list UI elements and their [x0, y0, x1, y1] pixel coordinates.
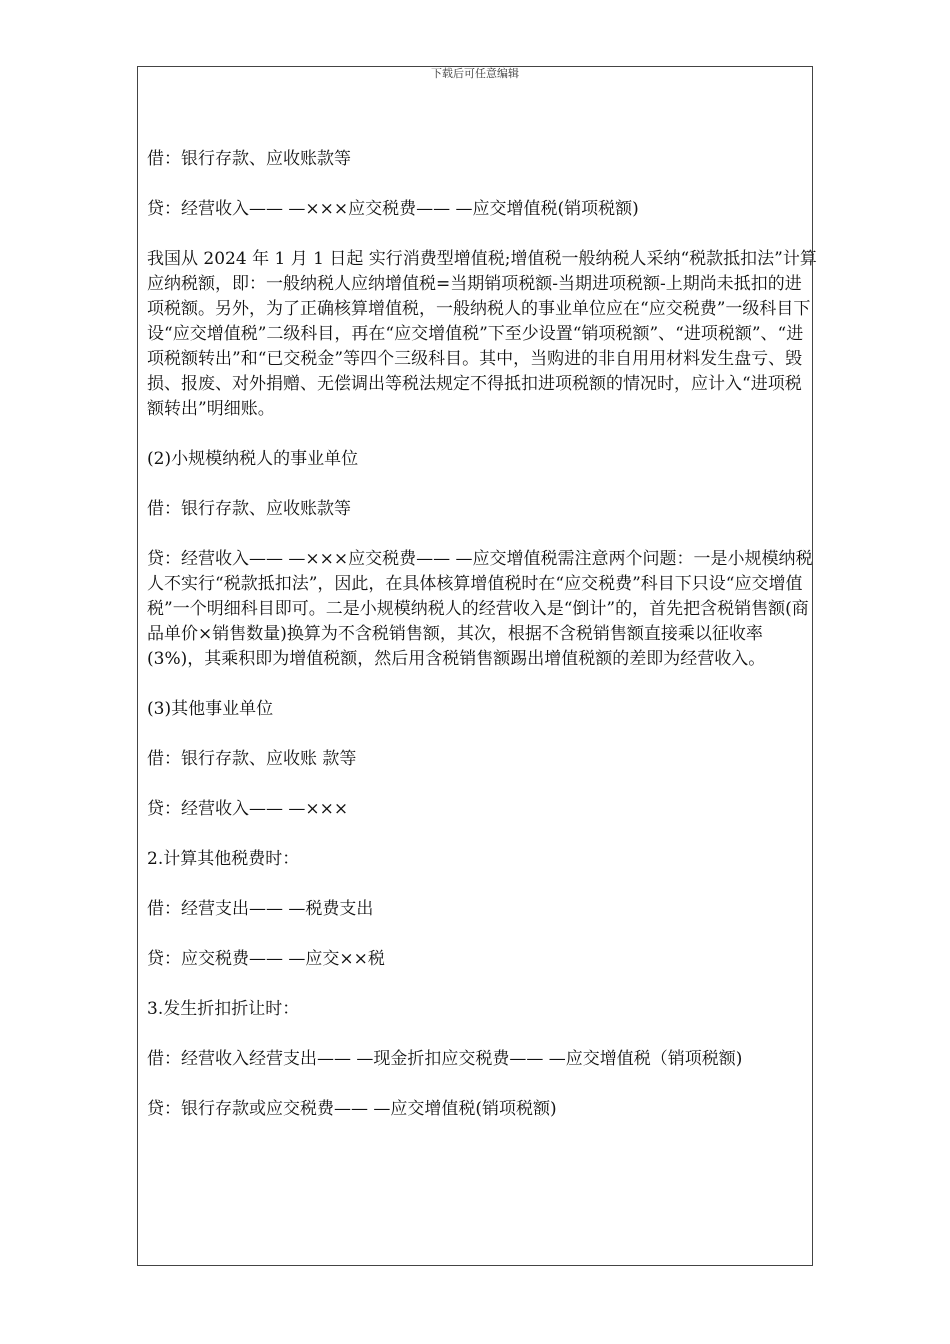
paragraph-debit-1: 借：银行存款、应收账款等 [147, 149, 351, 169]
document-frame [137, 66, 817, 1266]
paragraph-debit-3: 借：银行存款、应收账 款等 [147, 749, 357, 769]
paragraph-credit-5: 贷：银行存款或应交税费—— —应交增值税(销项税额) [147, 1099, 557, 1119]
paragraph-credit-1: 贷：经营收入—— —×××应交税费—— —应交增值税(销项税额) [147, 199, 639, 219]
document-body [147, 147, 817, 1147]
paragraph-credit-3: 贷：经营收入—— —××× [147, 799, 349, 819]
header-note: 下载后可任意编辑 [431, 67, 519, 80]
paragraph-other-units-heading: (3)其他事业单位 [147, 699, 274, 719]
paragraph-debit-4: 借：经营支出—— —税费支出 [147, 899, 374, 919]
paragraph-discount-heading: 3.发生折扣折让时： [147, 999, 300, 1019]
paragraph-credit-4: 贷：应交税费—— —应交××税 [147, 949, 385, 969]
paragraph-debit-5: 借：经营收入经营支出—— —现金折扣应交税费—— —应交增值税（销项税额) [147, 1049, 743, 1069]
paragraph-vat-explanation: 我国从 2024 年 1 月 1 日起 实行消费型增值税;增值税一般纳税人采纳“税款抵扣法”计算应纳税额，即：一般纳税人应纳增值税=当期销项税额-当期进项税额-上期尚未抵扣的进项税额。另外，为了正确核算增值税，一般纳税人的事业单位应在“应交税费”一级科目下设“应交增值税”二级科目，再在“应交增值税”下至少设置“销项税额”、“进项税额”、“进项税额转出”和“已交税金”等四个三级科目。其中，当购进的非自用用材料发生盘亏、毁损、报废、对外捐赠、无偿调出等税法规定不得抵扣进项税额的情况时，应计入“进项税额转出”明细账。 [147, 249, 817, 419]
paragraph-other-taxes-heading: 2.计算其他税费时： [147, 849, 300, 869]
paragraph-small-taxpayer-heading: (2)小规模纳税人的事业单位 [147, 449, 359, 469]
paragraph-debit-2: 借：银行存款、应收账款等 [147, 499, 351, 519]
paragraph-credit-2-notes: 贷：经营收入—— —×××应交税费—— —应交增值税需注意两个问题：一是小规模纳税人不实行“税款抵扣法”，因此，在具体核算增值税时在“应交税费”科目下只设“应交增值税”一个明细科目即可。二是小规模纳税人的经营收入是“倒计”的，首先把含税销售额(商品单价×销售数量)换算为不含税销售额，其次，根据不含税销售额直接乘以征收率(3%)，其乘积即为增值税额，然后用含税销售额踢出增值税额的差即为经营收入。 [147, 549, 813, 669]
